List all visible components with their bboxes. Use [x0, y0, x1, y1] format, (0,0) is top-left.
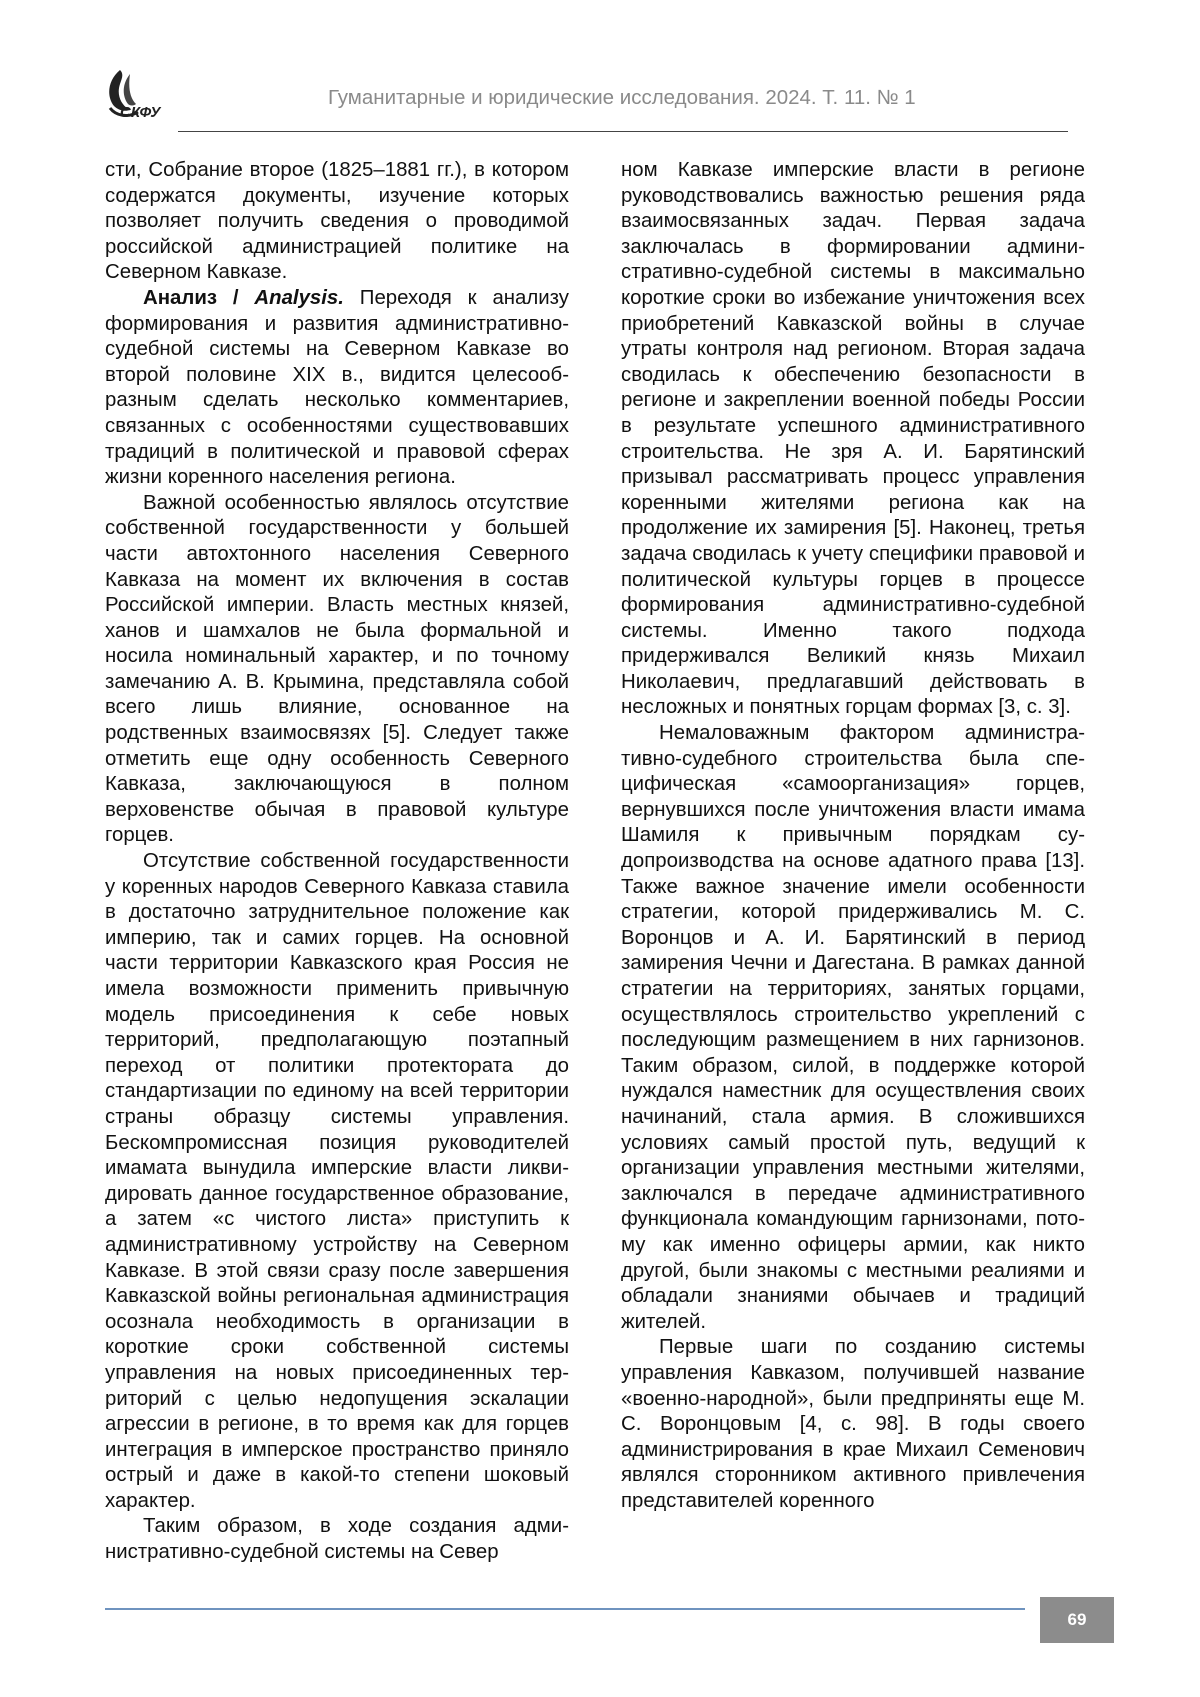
footer-divider — [105, 1608, 1025, 1610]
left-paragraph-1: сти, Собрание второе (1825–1881 гг.), в котором содержатся документы, изучение которых позволяет получить сведения о проводимой российской администрацией политике на Северном Кавказе. — [105, 159, 569, 284]
analysis-text: Переходя к анализу формирования и развития административно-судебной системы на Северном Кавказе во второй половине XIX в., видится целесообразным сделать несколько комментариев, связанных с особенностями существовавших традиций в политической и правовой сферах жизни коренного населения региона. — [105, 286, 569, 489]
analysis-lead-en: Analysis. — [254, 286, 344, 309]
header-divider — [178, 131, 1068, 132]
left-paragraph-4: Отсутствие собственной государственности у коренных народов Северного Кавказа ставила в достаточно затруднительное положение как империю, так и самих горцев. На основной части территории Кавказского края Россия не имела возможности применить привычную модель присоединения к себе новых территорий, предполагающую поэтапный переход от политики протектората до стандартизации по единому на всей территории страны образцу системы управления. Бескомпромиссная позиция руководителей имамата вынудила имперские власти ликвидировать данное государственное образование, а затем «с чистого листа» приступить к административному устройству на Северном Кавказе. В этой связи сразу после завершения Кавказской войны региональная администрация осознала необходимость в организации в короткие сроки собственной системы управления на новых присоединенных территорий с целью недопущения эскалации агрессии в регионе, в то время как для горцев интеграция в имперское пространство приняло острый и даже в какой-то степени шоковый характер. — [105, 850, 569, 1512]
analysis-lead-ru: Анализ / — [143, 286, 255, 309]
right-column — [621, 158, 1085, 1514]
logo-text: СКФУ — [120, 104, 161, 121]
page-header — [0, 0, 1200, 140]
left-column — [105, 158, 569, 1566]
right-paragraph-1: ном Кавказе имперские власти в регионе руководствовались важностью решения ряда взаимосвязанных задач. Первая задача заключалась в формировании административно-судебной системы в максимально короткие сроки во избежание уничтожения всех приобретений Кавказской войны в случае утраты контроля над регионом. Вторая задача сводилась к обеспечению безопасности в регионе и закреплении военной победы России в результате успешного административного строительства. Не зря А. И. Барятинский призывал рассматривать процесс управления коренными жителями региона как на продолжение их замирения [5]. Наконец, третья задача сводилась к учету специфики правовой и политической культуры горцев в процессе формирования административно-судебной системы. Именно такого подхода придерживался Великий князь Михаил Николаевич, предлагавший действовать в несложных и понятных горцам формах [3, с. 3]. — [621, 159, 1085, 719]
left-paragraph-5: Таким образом, в ходе создания административно-судебной системы на Север — [105, 1515, 569, 1564]
right-paragraph-2: Немаловажным фактором административно-судебного строительства была специфическая «самоорганизация» горцев, вернувшихся после уничтожения власти имама Шамиля к привычным порядкам судопроизводства на основе адатного права [13]. Также важное значение имели особенности стратегии, которой придерживались М. С. Воронцов и А. И. Барятинский в период замирения Чечни и Дагестана. В рамках данной стратегии на территориях, занятых горцами, осуществлялось строительство укреплений с последующим размещением в них гарнизонов. Таким образом, силой, в поддержке которой нуждался наместник для осуществления своих начинаний, стала армия. В сложившихся условиях самый простой путь, ведущий к организации управления местными жителями, заключался в передаче административного функционала командующим гарнизонами, потому как именно офицеры армии, как никто другой, были знакомы с местными реалиями и обладали знаниями обычаев и традиций жителей. — [621, 722, 1085, 1333]
left-paragraph-3: Важной особенностью являлось отсутствие собственной государственности у большей части автохтонного населения Северного Кавказа на момент их включения в состав Российской империи. Власть местных князей, ханов и шамхалов не была формальной и носила номинальный характер, и по точному замечанию А. В. Крымина, представляла собой всего лишь влияние, основанное на родственных взаимосвязях [5]. Следует также отметить еще одну особенность Северного Кавказа, заключающуюся в полном верховенстве обычая в правовой культуре горцев. — [105, 491, 569, 847]
right-paragraph-3: Первые шаги по созданию системы управления Кавказом, получившей название «военно-народной», были предприняты еще М. С. Воронцовым [4, с. 98]. В годы своего администрирования в крае Михаил Семенович являлся сторонником активного привлечения представителей коренного — [621, 1336, 1085, 1512]
page-number: 69 — [1040, 1597, 1114, 1643]
journal-title: Гуманитарные и юридические исследования. 2024. Т. 11. № 1 — [328, 86, 916, 109]
analysis-paragraph — [105, 286, 569, 491]
